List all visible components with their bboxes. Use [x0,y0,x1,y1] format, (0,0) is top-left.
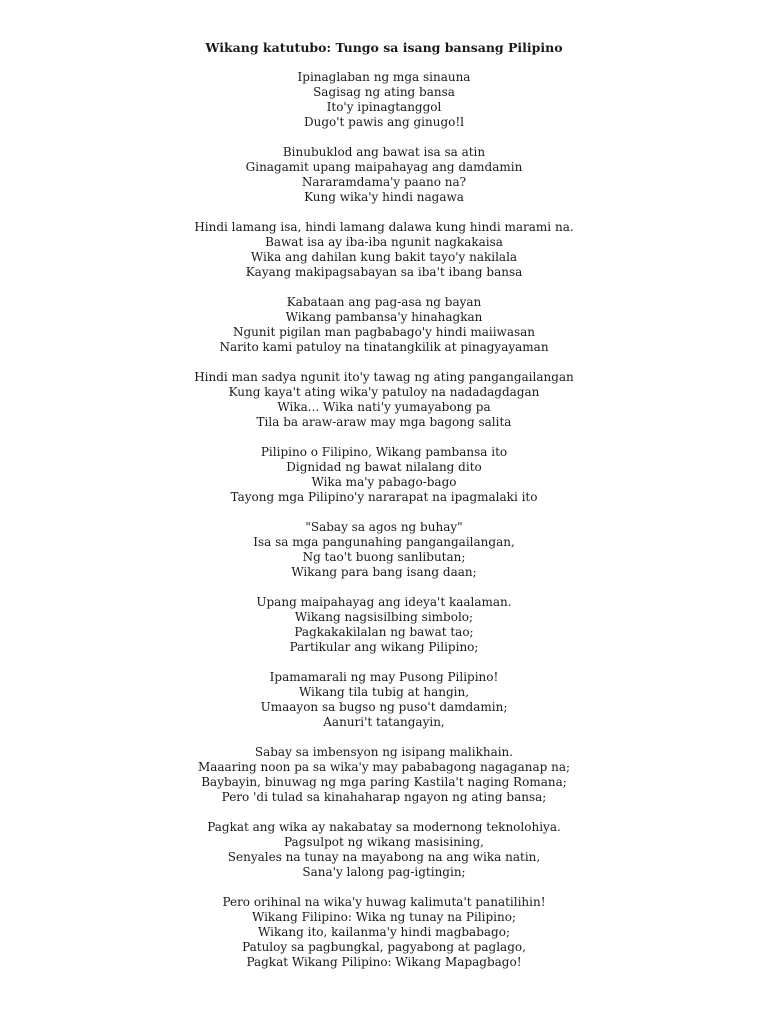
poem-line: Baybayin, binuwag ng mga paring Kastila't naging Romana; [201,775,567,789]
poem-line: Pilipino o Filipino, Wikang pambansa ito [260,445,508,459]
poem-line: Hindi lamang isa, hindi lamang dalawa kung hindi marami na. [194,220,574,234]
poem-line: "Sabay sa agos ng buhay" [305,520,463,534]
stanza [0,670,768,730]
poem-line: Dignidad ng bawat nilalang dito [286,460,482,474]
poem-line: Pero orihinal na wika'y huwag kalimuta't panatilihin! [222,895,546,909]
poem-line: Ngunit pigilan man pagbabago'y hindi maiiwasan [232,325,536,339]
poem-line: Hindi man sadya ngunit ito'y tawag ng ating pangangailangan [194,370,574,384]
poem-line: Isa sa mga pangunahing pangangailangan, [253,535,515,549]
poem-line: Ginagamit upang maipahayag ang damdamin [245,160,523,174]
poem-line: Wikang pambansa'y hinahagkan [285,310,483,324]
poem-line: Kabataan ang pag-asa ng bayan [286,295,482,309]
poem-line: Binubuklod ang bawat isa sa atin [282,145,486,159]
poem-line: Nararamdama'y paano na? [301,175,467,189]
poem-line: Sana'y lalong pag-igtingin; [302,865,466,879]
poem-document [0,40,768,985]
poem-line: Tila ba araw-araw may mga bagong salita [256,415,512,429]
poem-line: Pagkat ang wika ay nakabatay sa modernong teknolohiya. [207,820,561,834]
stanza [0,895,768,970]
stanza [0,595,768,655]
poem-line: Patuloy sa pagbungkal, pagyabong at paglago, [242,940,526,954]
poem-line: Wika... Wika nati'y yumayabong pa [277,400,491,414]
poem-line: Wikang tila tubig at hangin, [298,685,470,699]
poem-line: Wikang nagsisilbing simbolo; [294,610,474,624]
poem-line: Aanuri't tatangayin, [323,715,445,729]
poem-line: Ito'y ipinagtanggol [326,100,442,114]
poem-line: Pagsulpot ng wikang masisining, [284,835,484,849]
stanza [0,820,768,880]
poem-line: Wika ma'y pabago-bago [311,475,457,489]
poem-line: Bawat isa ay iba-iba ngunit nagkakaisa [265,235,503,249]
poem-line: Wikang para bang isang daan; [291,565,477,579]
poem-line: Kayang makipagsabayan sa iba't ibang bansa [245,265,523,279]
poem-line: Ng tao't buong sanlibutan; [302,550,466,564]
poem-body [0,70,768,970]
poem-line: Pagkat Wikang Pilipino: Wikang Mapagbago! [246,955,522,969]
stanza [0,445,768,505]
stanza [0,745,768,805]
poem-line: Dugo't pawis ang ginugo!l [303,115,465,129]
poem-line: Wikang ito, kailanma'y hindi magbabago; [258,925,510,939]
stanza [0,220,768,280]
stanza [0,370,768,430]
poem-line: Pagkakakilalan ng bawat tao; [294,625,474,639]
stanza [0,145,768,205]
poem-line: Sabay sa imbensyon ng isipang malikhain. [254,745,514,759]
poem-line: Kung wika'y hindi nagawa [304,190,464,204]
poem-line: Ipamamarali ng may Pusong Pilipino! [269,670,499,684]
poem-line: Wika ang dahilan kung bakit tayo'y nakilala [250,250,518,264]
poem-line: Senyales na tunay na mayabong na ang wika natin, [227,850,541,864]
poem-line: Sagisag ng ating bansa [313,85,455,99]
poem-line: Ipinaglaban ng mga sinauna [297,70,471,84]
poem-line: Narito kami patuloy na tinatangkilik at pinagyayaman [219,340,549,354]
stanza [0,520,768,580]
poem-line: Maaaring noon pa sa wika'y may pababagong nagaganap na; [197,760,571,774]
poem-line: Wikang Filipino: Wika ng tunay na Pilipino; [251,910,517,924]
poem-line: Tayong mga Pilipino'y nararapat na ipagmalaki ito [230,490,538,504]
poem-line: Partikular ang wikang Pilipino; [289,640,479,654]
poem-title: Wikang katutubo: Tungo sa isang bansang Pilipino [205,40,563,55]
stanza [0,295,768,355]
poem-line: Umaayon sa bugso ng puso't damdamin; [260,700,508,714]
poem-line: Upang maipahayag ang ideya't kaalaman. [256,595,512,609]
poem-line: Kung kaya't ating wika'y patuloy na nadadagdagan [228,385,540,399]
poem-line: Pero 'di tulad sa kinahaharap ngayon ng ating bansa; [221,790,547,804]
stanza [0,70,768,130]
